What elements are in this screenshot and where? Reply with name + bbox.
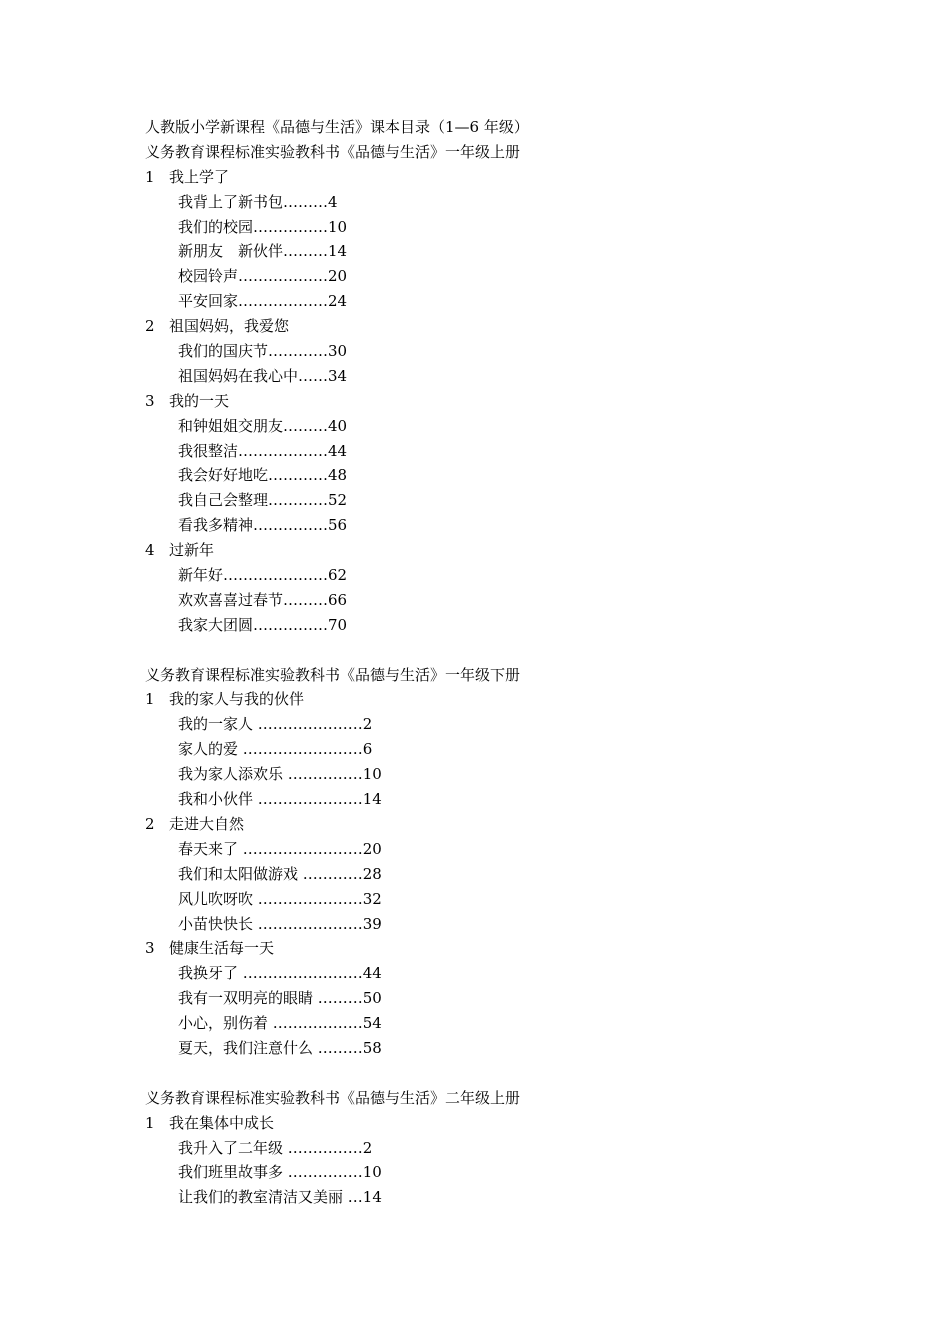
unit-heading: [145, 1111, 845, 1136]
lesson-entry: 祖国妈妈在我心中……34: [178, 366, 348, 385]
lesson-entry: 我换牙了 ……………………44: [178, 964, 382, 983]
unit-heading: [145, 936, 845, 961]
lesson-entry: 我们的校园……………10: [178, 217, 348, 236]
book-title: 义务教育课程标准实验教科书《品德与生活》一年级下册: [145, 665, 521, 684]
lesson-entry: 夏天，我们注意什么 ………58: [178, 1038, 382, 1057]
unit-heading: [145, 314, 845, 339]
unit-heading: [145, 389, 845, 414]
unit-title: 我在集体中成长: [169, 1113, 275, 1132]
lesson-entry: 我家大团圆……………70: [178, 615, 348, 634]
unit-heading: [145, 812, 845, 837]
lesson-entry: 我背上了新书包………4: [178, 192, 338, 211]
lesson-entry: 小苗快快长 …………………39: [178, 914, 382, 933]
unit-heading: [145, 538, 845, 563]
lesson-entry: 我们和太阳做游戏 …………28: [178, 864, 382, 883]
lesson-entry: 我们的国庆节…………30: [178, 342, 348, 361]
lesson-entry: 我很整洁………………44: [178, 441, 348, 460]
lesson-entry: 小心，别伤着 ………………54: [178, 1014, 382, 1033]
lesson-entry: 春天来了 ……………………20: [178, 839, 382, 858]
section-spacer: [145, 1061, 845, 1086]
lesson-entry: 让我们的教室清洁又美丽 …14: [178, 1188, 382, 1207]
unit-number: 2: [145, 317, 155, 336]
unit-heading: [145, 165, 845, 190]
lesson-entry: 看我多精神……………56: [178, 516, 348, 535]
lesson-entry: 我自己会整理…………52: [178, 491, 348, 510]
lesson-entry: 新朋友 新伙伴………14: [178, 242, 348, 261]
unit-number: 3: [145, 939, 155, 958]
lesson-entry: 和钟姐姐交朋友………40: [178, 416, 348, 435]
section-spacer: [145, 638, 845, 663]
document-title: 人教版小学新课程《品德与生活》课本目录（1—6 年级）: [145, 118, 529, 136]
unit-heading: [145, 687, 845, 712]
lesson-entry: 风儿吹呀吹 …………………32: [178, 889, 382, 908]
unit-title: 走进大自然: [169, 814, 245, 833]
lesson-entry: 欢欢喜喜过春节………66: [178, 590, 348, 609]
unit-number: 1: [145, 1113, 155, 1132]
lesson-entry: 我们班里故事多 ……………10: [178, 1163, 382, 1182]
unit-title: 健康生活每一天: [169, 939, 275, 958]
lesson-entry: 我会好好地吃…………48: [178, 466, 348, 485]
unit-number: 1: [145, 690, 155, 709]
lesson-entry: 家人的爱 ……………………6: [178, 740, 373, 759]
unit-title: 我的家人与我的伙伴: [169, 690, 305, 709]
book-title: 义务教育课程标准实验教科书《品德与生活》一年级上册: [145, 142, 521, 161]
unit-number: 2: [145, 814, 155, 833]
table-of-contents: [145, 115, 845, 1210]
unit-number: 1: [145, 167, 155, 186]
lesson-entry: 我有一双明亮的眼睛 ………50: [178, 989, 382, 1008]
lesson-entry: 我升入了二年级 ……………2: [178, 1138, 373, 1157]
unit-number: 3: [145, 391, 155, 410]
lesson-entry: 我的一家人 …………………2: [178, 715, 373, 734]
unit-title: 过新年: [169, 541, 215, 560]
lesson-entry: 我和小伙伴 …………………14: [178, 790, 382, 809]
unit-number: 4: [145, 541, 155, 560]
book-title: 义务教育课程标准实验教科书《品德与生活》二年级上册: [145, 1088, 521, 1107]
lesson-entry: 新年好…………………62: [178, 566, 348, 585]
unit-title: 祖国妈妈，我爱您: [169, 317, 290, 336]
unit-title: 我上学了: [169, 167, 230, 186]
unit-title: 我的一天: [169, 391, 230, 410]
lesson-entry: 我为家人添欢乐 ……………10: [178, 765, 382, 784]
lesson-entry: 校园铃声………………20: [178, 267, 348, 286]
lesson-entry: 平安回家………………24: [178, 292, 348, 311]
